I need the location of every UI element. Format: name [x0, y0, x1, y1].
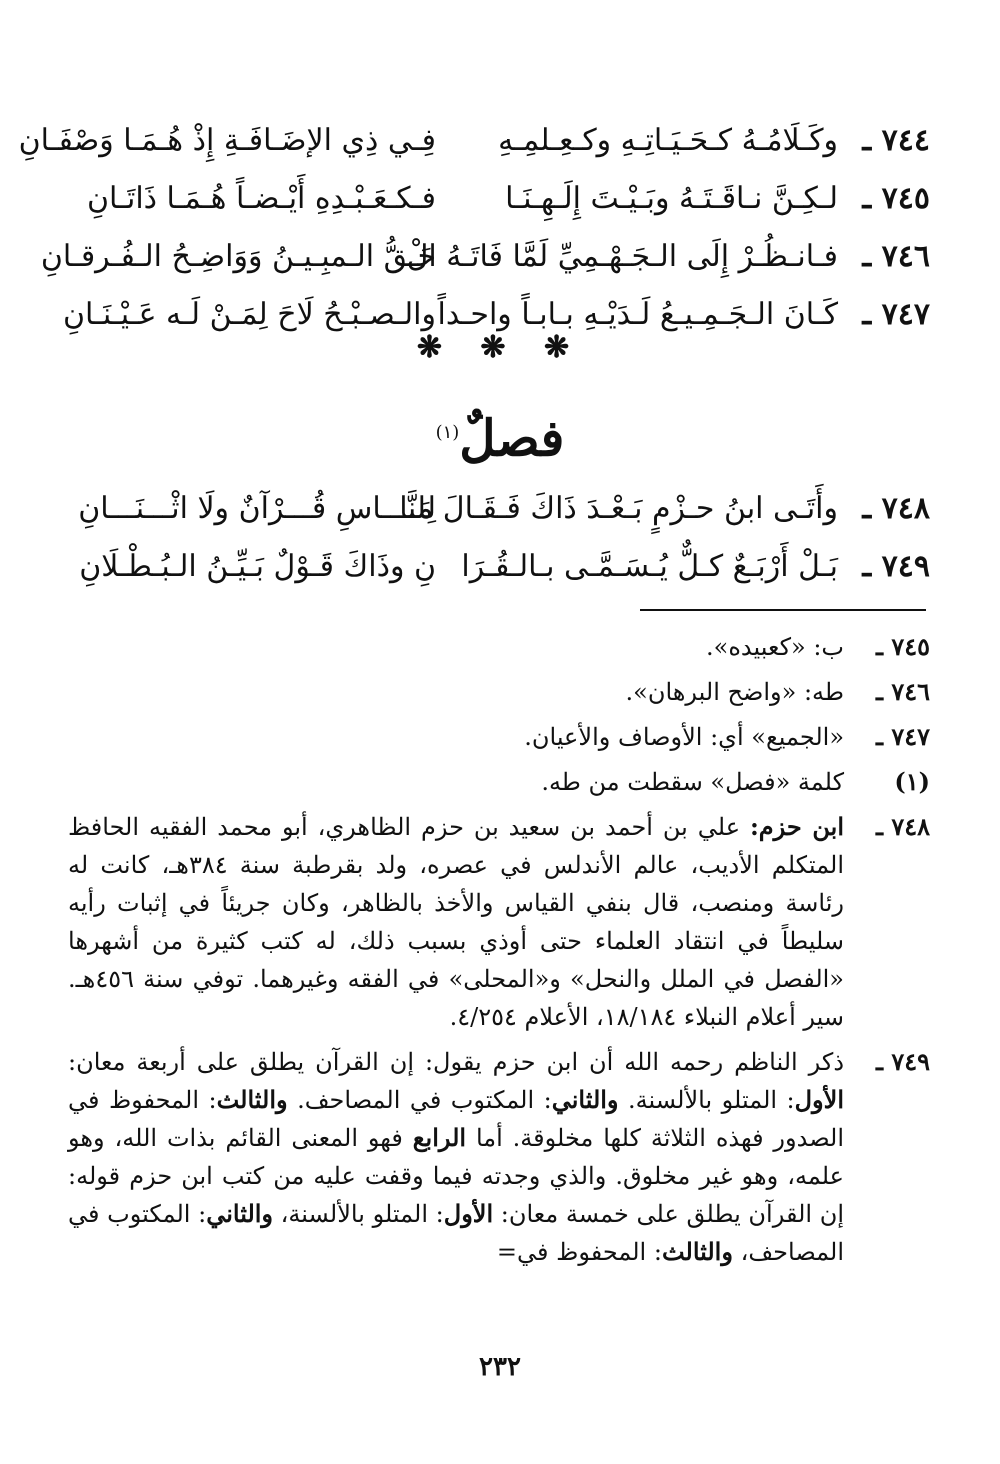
footnote-text: طه: «واضح البرهان». — [625, 678, 844, 706]
footnote-1 — [68, 763, 930, 801]
footnote-marker: (١) — [435, 422, 460, 443]
footnotes — [68, 628, 930, 1278]
verse-number: ٧٤٥ ـ — [862, 181, 930, 216]
verse-first-hemistich: فـانـظُـرْ إِلَى الـجَـهْـمِيِّ لَمَّا فَاتَـهُ الْ — [406, 239, 838, 274]
verse-second-hemistich: فِـي ذِي الإضَـافَـةِ إِذْ هُـمَـا وَصْفَـانِ — [18, 123, 436, 158]
verse-number: ٧٤٦ ـ — [862, 239, 930, 274]
verse-second-hemistich: والـصـبْـحُ لَاحَ لِمَـنْ لَـه عَـيْـنَـانِ — [62, 297, 436, 332]
footnote-emphasis: والثاني — [206, 1199, 274, 1228]
footnote-emphasis: الرابع — [412, 1123, 467, 1152]
verse-second-hemistich: فـكـعَـبْـدِهِ أَيْـضـاً هُـمَـا ذَاتَـانِ — [87, 181, 436, 216]
section-heading — [0, 398, 1000, 474]
footnote-text — [68, 808, 844, 1036]
footnote-body: : المكتوب في المصاحف، — [68, 1200, 844, 1266]
verse-746 — [40, 228, 930, 286]
footnote-number: ٧٤٨ ـ — [875, 812, 930, 841]
footnote-body: فهو المعنى القائم بذات الله، وهو علمه، وهو غير مخلوق. والذي وجدته فيما وقفت عليه من كتب ابن حزم قوله: إن القرآن يطلق على خمسة معان: — [68, 1124, 845, 1228]
footnote-emphasis: الأول — [794, 1085, 844, 1114]
verse-number: ٧٤٧ ـ — [862, 297, 930, 332]
verse-first-hemistich: لـكِـنَّ نـاقَـتَـهُ وبَـيْـتَ إِلَـهِـنَـا — [505, 181, 838, 216]
section-heading-text: فصلٌ — [459, 408, 565, 468]
footnote-number: ٧٤٧ ـ — [875, 722, 930, 751]
verse-744 — [18, 112, 930, 170]
verse-first-hemistich: كَـانَ الـجَـمِـيـعُ لَـدَيْـهِ بـابـاً واحـداً — [437, 297, 838, 332]
verse-number: ٧٤٤ ـ — [862, 123, 930, 158]
footnote-body: علي بن أحمد بن سعيد بن حزم الظاهري، أبو محمد الفقيه الحافظ المتكلم الأديب، عالم الأندلس في عصره، ولد بقرطبة سنة ٣٨٤هـ، كانت له رئاسة ومنصب، قال بنفي القياس والأخذ بالظاهر، وكان جريئاً في إثبات رأيه سليطاً في انتقاد العلماء حتى أوذي بسبب ذلك، له كتب كثيرة من أشهرها «الفصل في الملل والنحل» و«المحلى» في الفقه وغيرهما. توفي سنة ٤٥٦هـ. سير أعلام النبلاء ١٨/١٨٤، الأعلام ٤/٢٥٤. — [68, 813, 845, 1031]
verse-second-hemistich: حَـقُّ الـمبِـيـنُ وَوَاضِـحُ الـفُـرقـانِ — [40, 239, 436, 274]
footnote-emphasis: والثالث — [216, 1085, 288, 1114]
verse-second-hemistich: لِلنَّـــاسِ قُـــرْآنٌ ولَا اثْـــنَـــانِ — [78, 491, 436, 526]
footnote-747 — [68, 718, 930, 756]
footnote-text: «الجميع» أي: الأوصاف والأعيان. — [524, 723, 844, 751]
verse-first-hemistich: بَـلْ أَرْبَـعٌ كـلٌّ يُـسَـمَّـى بـالـقُـرَا — [461, 549, 838, 584]
footnote-emphasis: الأول — [443, 1199, 494, 1228]
footnote-body: ذكر الناظم رحمه الله أن ابن حزم يقول: إن القرآن يطلق على أربعة معان: — [68, 1048, 845, 1076]
verses-bottom — [70, 480, 930, 596]
section-divider-stars: ❋ ❋ ❋ — [416, 330, 584, 365]
verse-748 — [70, 480, 930, 538]
footnote-body: : المحفوظ في الصدور فهذه الثلاثة كلها مخلوقة. أما — [68, 1086, 844, 1152]
footnote-body: : المتلو بالألسنة، — [273, 1200, 444, 1228]
footnote-746 — [68, 673, 930, 711]
footnote-text — [68, 1043, 844, 1271]
verse-745 — [70, 170, 930, 228]
verse-749 — [70, 538, 930, 596]
footnote-body: : المكتوب في المصاحف. — [287, 1086, 552, 1114]
footnote-749 — [68, 1043, 930, 1271]
page-number: ٢٣٢ — [479, 1352, 521, 1382]
footnote-745 — [68, 628, 930, 666]
footnote-number: ٧٤٥ ـ — [875, 632, 930, 661]
verse-number: ٧٤٨ ـ — [862, 491, 930, 526]
footnote-body: : المحفوظ في= — [496, 1238, 662, 1266]
verse-number: ٧٤٩ ـ — [862, 549, 930, 584]
verse-first-hemistich: وأَتَـى ابنُ حـزْمٍ بَـعْـدَ ذَاكَ فَـقَـالَ مَـا — [399, 491, 838, 526]
footnote-text: ب: «كعبيده». — [706, 633, 844, 661]
footnote-emphasis: والثاني — [551, 1085, 619, 1114]
footnote-number: (١) — [894, 767, 930, 796]
footnote-emphasis: والثالث — [661, 1237, 733, 1266]
verse-first-hemistich: وكَـلَامُـهُ كـحَـيَـاتِـهِ وكـعِـلمِـهِ — [498, 123, 838, 158]
footnote-748 — [68, 808, 930, 1036]
footnote-number: ٧٤٦ ـ — [875, 677, 930, 706]
verses-top — [18, 112, 930, 344]
footnote-number: ٧٤٩ ـ — [875, 1047, 930, 1076]
verse-second-hemistich: نِ وذَاكَ قَـوْلٌ بَـيِّـنُ الـبُـطْـلَانِ — [79, 549, 436, 584]
footnote-lead: ابن حزم: — [749, 812, 844, 841]
footnote-separator — [640, 609, 926, 611]
footnote-text: كلمة «فصل» سقطت من طه. — [541, 768, 844, 796]
footnote-body: : المتلو بالألسنة. — [618, 1086, 795, 1114]
